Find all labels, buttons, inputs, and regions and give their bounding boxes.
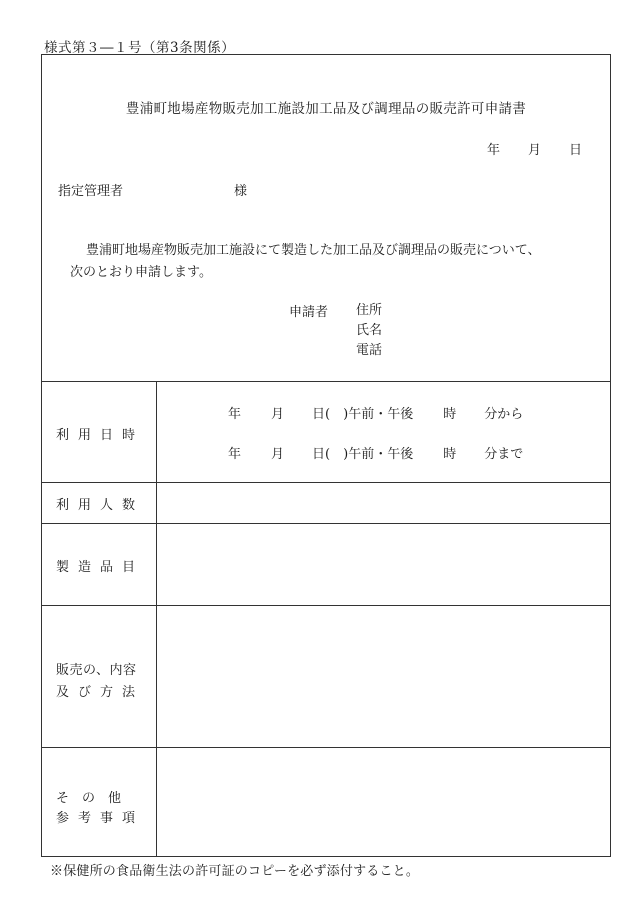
usage-end-time[interactable]: [228, 443, 523, 462]
application-statement: [70, 240, 590, 284]
addressee-honorific: 様: [234, 184, 248, 199]
products-row: [42, 523, 610, 606]
start-hour-label: 時: [443, 407, 457, 422]
start-month-label: 月: [271, 407, 285, 422]
document-title: 豊浦町地場産物販売加工施設加工品及び調理品の販売許可申請書: [125, 101, 527, 117]
products-label-cell: [42, 523, 157, 605]
statement-line-1: 豊浦町地場産物販売加工施設にて製造した加工品及び調理品の販売について、: [86, 243, 541, 258]
headcount-row: [42, 482, 610, 524]
products-label: 製造品目: [56, 560, 145, 575]
applicant-phone-label: 電話: [356, 343, 383, 358]
applicant-fields: [356, 301, 382, 361]
sales-method-label-cell: [42, 605, 157, 747]
sales-method-label-line1: 販売の、内容: [56, 663, 137, 678]
sales-method-label-line2: 及び方法: [56, 685, 145, 700]
start-year-label: 年: [228, 407, 242, 422]
end-weekday-paren: ( ): [325, 447, 349, 462]
start-minute-label: 分から: [484, 407, 524, 422]
end-hour-label: 時: [443, 447, 457, 462]
date-month-label: 月: [527, 143, 541, 158]
other-notes-label-cell: [42, 747, 157, 857]
footnote: ※保健所の食品衛生法の許可証のコピーを必ず添付すること。: [50, 864, 420, 879]
other-notes-label-line2: 参考事項: [56, 811, 145, 826]
statement-line-2: 次のとおり申請します。: [70, 265, 212, 280]
date-day-label: 日: [568, 143, 582, 158]
addressee: 指定管理者: [58, 184, 124, 199]
sales-method-row: [42, 605, 610, 748]
applicant-address-label: 住所: [356, 303, 383, 318]
end-minute-label: 分まで: [484, 447, 524, 462]
end-day-label: 日: [312, 447, 326, 462]
usage-start-time[interactable]: [228, 403, 523, 422]
form-number: 様式第３―１号（第3条関係）: [44, 40, 236, 56]
start-ampm-label: 午前・午後: [348, 407, 414, 422]
headcount-label-cell: [42, 482, 157, 523]
application-date: [487, 139, 582, 158]
end-ampm-label: 午前・午後: [348, 447, 414, 462]
end-month-label: 月: [271, 447, 285, 462]
applicant-name-label: 氏名: [356, 323, 383, 338]
other-notes-row: [42, 747, 610, 857]
start-weekday-paren: ( ): [325, 407, 349, 422]
end-year-label: 年: [228, 447, 242, 462]
usage-datetime-row: [42, 381, 610, 483]
date-year-label: 年: [486, 143, 500, 158]
usage-datetime-label: 利用日時: [56, 428, 145, 443]
start-day-label: 日: [312, 407, 326, 422]
other-notes-label-line1: そ の 他: [56, 791, 122, 806]
applicant-label: 申請者: [289, 305, 329, 320]
usage-datetime-label-cell: [42, 381, 157, 482]
application-form: [41, 54, 611, 857]
headcount-label: 利用人数: [56, 498, 145, 513]
form-header: [42, 55, 610, 382]
